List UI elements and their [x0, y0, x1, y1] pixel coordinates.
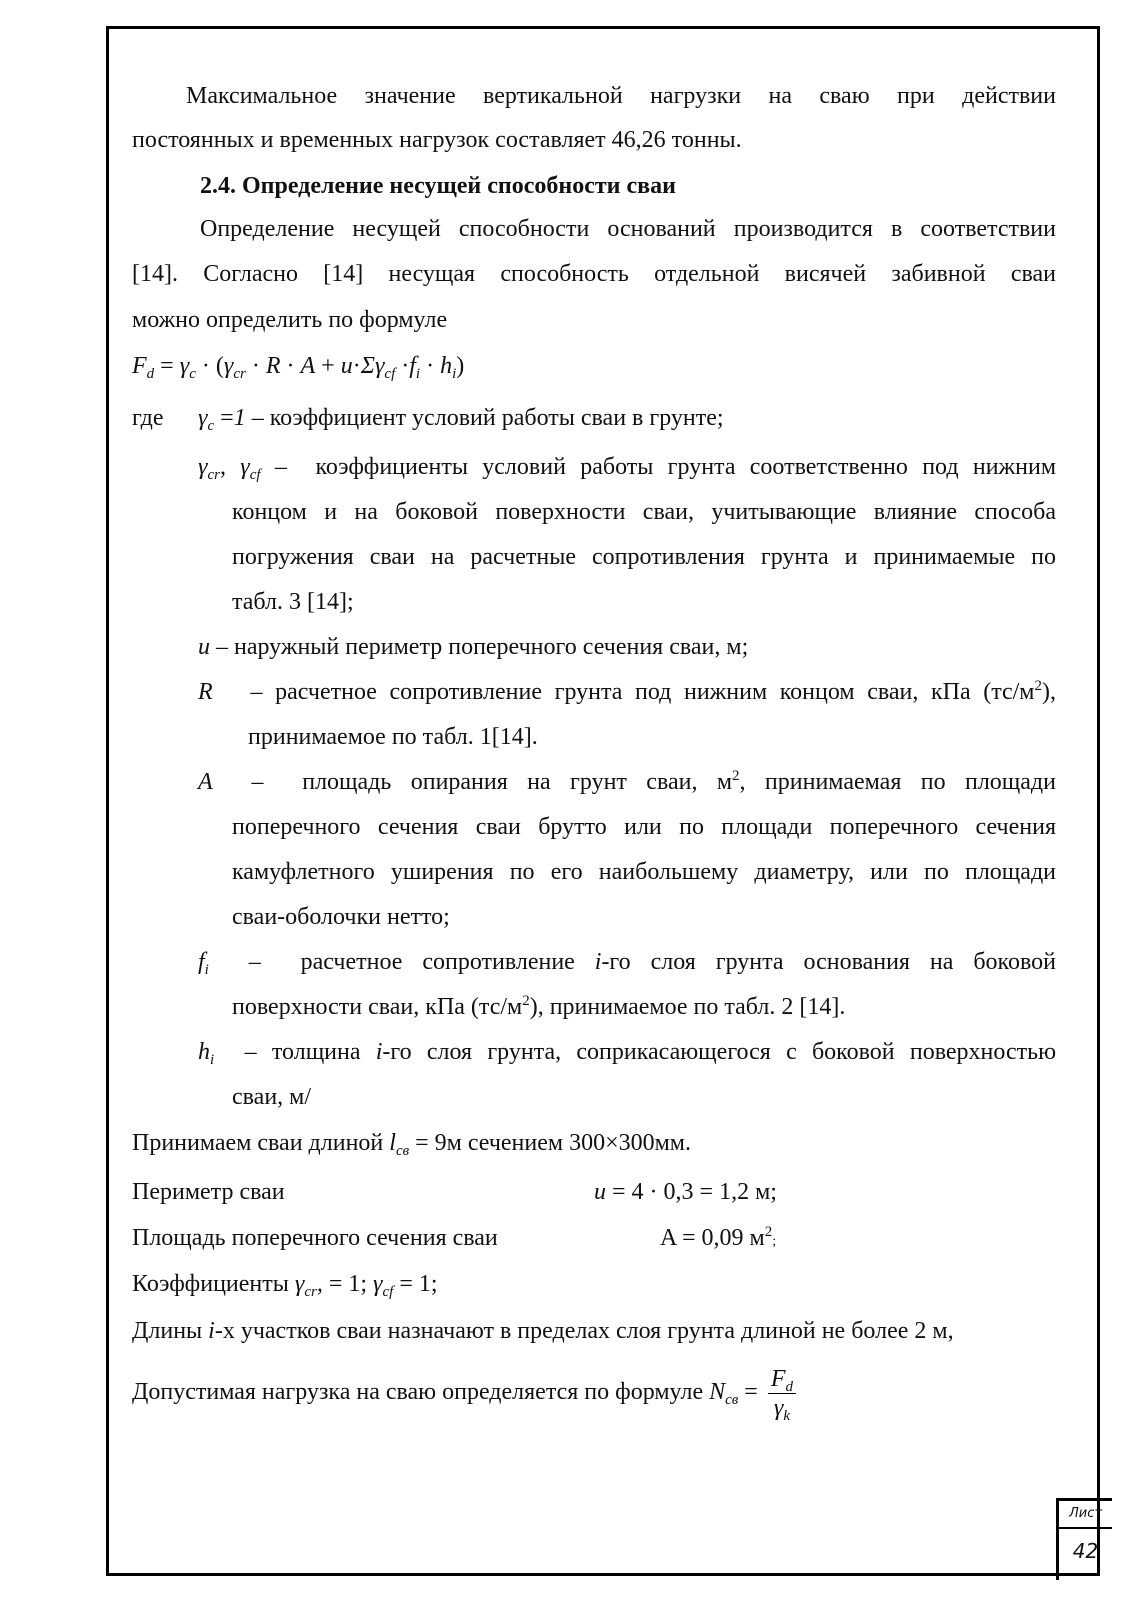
text-line: Максимальное значение вертикальной нагрузки на сваю при действии [186, 83, 1056, 109]
definition-f: $f_i$ – расчетное сопротивление i-го слоя грунта основания на боковой [198, 949, 1056, 978]
text-line: табл. 3 [14]; [232, 589, 354, 615]
where-label: где [132, 405, 164, 431]
text-line: сваи, м/ [232, 1084, 312, 1110]
text-line: принимаемое по табл. 1[14]. [248, 724, 538, 750]
text-line: можно определить по формуле [132, 307, 448, 333]
section-heading: 2.4. Определение несущей способности сваи [200, 173, 676, 199]
perimeter-value: u = 4 · 0,3 = 1,2 м; [594, 1179, 777, 1205]
text-line: поперечного сечения сваи брутто или по площади поперечного сечения [232, 814, 1056, 840]
area-label: Площадь поперечного сечения сваи [132, 1225, 498, 1251]
area-value: A = 0,09 $м^2$; [660, 1224, 777, 1251]
main-formula: $F_d = \gamma_c \cdot (\gamma_{cr} \cdot R \cdot A + u\cdot\Sigma\gamma_{cf} \cdot f_i \cdot h_i)$ [132, 353, 465, 382]
fraction: $\frac{F_d}{\gamma_k}$ [768, 1365, 796, 1422]
perimeter-label: Периметр сваи [132, 1179, 285, 1205]
text-line: сваи-оболочки нетто; [232, 904, 450, 930]
definition-A: A – площадь опирания на грунт сваи, $м^2$, принимаемая по площади [198, 768, 1056, 795]
text-line: Определение несущей способности оснований производится в соответствии [200, 216, 1056, 242]
coefficients-line: Коэффициенты $\gamma_{cr}$, = 1; $\gamma_{cf} = 1$; [132, 1271, 438, 1300]
definition-gamma-c: $\gamma_c =1$ – коэффициент условий работы сваи в грунте; [198, 405, 724, 434]
allowed-load-formula: Допустимая нагрузка на сваю определяется по формуле $N_{св}$ = $\frac{F_d}{\gamma_k}$ [132, 1362, 796, 1426]
text-line: концом и на боковой поверхности сваи, учитывающие влияние способа [232, 499, 1056, 525]
pile-length-line: Принимаем сваи длиной $l_{св} = 9м$ сечением 300×300мм. [132, 1130, 691, 1159]
sheet-number: 42 [1072, 1539, 1099, 1563]
text-line: поверхности сваи, кПа $(тс/м^2)$, принимаемое по табл. 2 [14]. [232, 993, 846, 1020]
definition-u: u – наружный периметр поперечного сечения сваи, м; [198, 634, 749, 660]
sheet-label: Лист [1059, 1501, 1112, 1529]
text-line: постоянных и временных нагрузок составляет 46,26 тонны. [132, 127, 742, 153]
text-line: камуфлетного уширения по его наибольшему диаметру, или по площади [232, 859, 1056, 885]
definition-gamma-cr: $\gamma_{cr}$, $\gamma_{cf}$ – коэффициенты условий работы грунта соответственно под нижним [198, 454, 1057, 483]
definition-R: R – расчетное сопротивление грунта под нижним концом сваи, кПа $(тс/м^2)$, [198, 678, 1056, 705]
sheet-stamp [1056, 1498, 1112, 1580]
text-line: [14]. Согласно [14] несущая способность отдельной висячей забивной сваи [132, 261, 1056, 287]
segment-lengths-line: Длины i-х участков сваи назначают в пределах слоя грунта длиной не более 2 м, [132, 1318, 954, 1344]
definition-h: $h_i$ – толщина i-го слоя грунта, соприкасающегося с боковой поверхностью [198, 1039, 1056, 1068]
text-line: погружения сваи на расчетные сопротивления грунта и принимаемые по [232, 544, 1056, 570]
